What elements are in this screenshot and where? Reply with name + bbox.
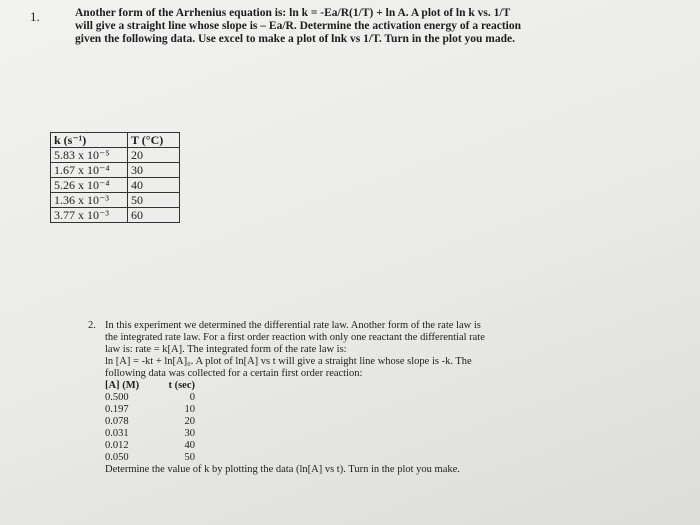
question-2-line: ln [A] = -kt + ln[A]₀. A plot of ln[A] vs t will give a straight line whose slope is -k. The <box>105 356 472 367</box>
data-row <box>105 428 625 440</box>
t-value: 40 <box>128 178 180 193</box>
data-header-row <box>105 380 625 392</box>
question-2-line: following data was collected for a certain first order reaction: <box>105 368 363 379</box>
question-1-number: 1. <box>30 9 40 24</box>
time-value: 0 <box>189 392 195 403</box>
concentration-value: 0.012 <box>105 440 129 451</box>
k-value: 1.36 x 10⁻³ <box>51 193 128 208</box>
table-row <box>51 163 180 178</box>
k-value: 5.83 x 10⁻⁵ <box>51 148 128 163</box>
t-value: 60 <box>128 208 180 223</box>
concentration-value: 0.050 <box>105 452 129 463</box>
concentration-value: 0.031 <box>105 428 129 439</box>
t-value: 50 <box>128 193 180 208</box>
question-1-line: given the following data. Use excel to make a plot of lnk vs 1/T. Turn in the plot you made. <box>75 33 516 45</box>
question-1-line: Another form of the Arrhenius equation is: ln k = -Ea/R(1/T) + ln A. A plot of ln k vs. 1/T <box>75 7 511 19</box>
table-row <box>51 148 180 163</box>
question-1-text <box>75 7 635 46</box>
question-2-text <box>105 320 625 476</box>
data-row <box>105 404 625 416</box>
t-column-header: T (°C) <box>128 133 180 148</box>
question-1-line: will give a straight line whose slope is – Ea/R. Determine the activation energy of a reaction <box>75 20 521 32</box>
rate-constant-table <box>50 132 180 223</box>
k-value: 3.77 x 10⁻³ <box>51 208 128 223</box>
time-value: 20 <box>184 416 195 427</box>
table-row <box>51 208 180 223</box>
table-header-row <box>51 133 180 148</box>
concentration-value: 0.500 <box>105 392 129 403</box>
t-value: 30 <box>128 163 180 178</box>
data-row <box>105 392 625 404</box>
k-value: 5.26 x 10⁻⁴ <box>51 178 128 193</box>
time-value: 40 <box>184 440 195 451</box>
concentration-value: 0.078 <box>105 416 129 427</box>
table-row <box>51 193 180 208</box>
data-row <box>105 416 625 428</box>
time-header: t (sec) <box>168 380 195 391</box>
data-row <box>105 440 625 452</box>
question-2-line: law is: rate = k[A]. The integrated form of the rate law is: <box>105 344 347 355</box>
question-2-line: the integrated rate law. For a first order reaction with only one reactant the differential rate <box>105 332 485 343</box>
question-2-line: In this experiment we determined the differential rate law. Another form of the rate law is <box>105 320 481 331</box>
question-2-closing: Determine the value of k by plotting the data (ln[A] vs t). Turn in the plot you make. <box>105 464 460 475</box>
k-column-header: k (s⁻¹) <box>51 133 128 148</box>
concentration-header: [A] (M) <box>105 380 140 391</box>
time-value: 50 <box>184 452 195 463</box>
k-value: 1.67 x 10⁻⁴ <box>51 163 128 178</box>
question-2-number: 2. <box>88 320 96 331</box>
table-row <box>51 178 180 193</box>
time-value: 10 <box>184 404 195 415</box>
t-value: 20 <box>128 148 180 163</box>
concentration-value: 0.197 <box>105 404 129 415</box>
data-row <box>105 452 625 464</box>
time-value: 30 <box>184 428 195 439</box>
